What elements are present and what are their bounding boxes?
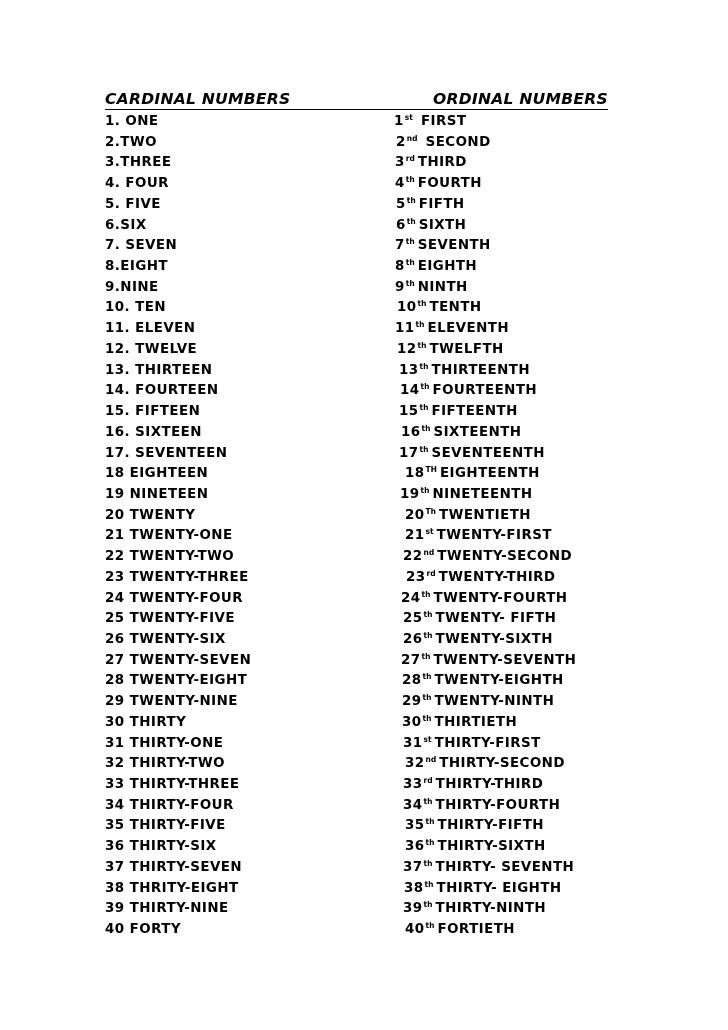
ordinal-word: EIGHTEENTH [439,466,540,482]
ordinal-suffix: nd [425,755,437,765]
number-row [0,112,728,133]
ordinal-word: THIRD [417,155,467,171]
number-row [0,236,728,257]
ordinal-word: TWENTY-EIGHTH [434,673,564,689]
ordinal-number [401,589,567,611]
ordinal-suffix: th [423,858,433,868]
ordinal-number [396,195,465,217]
ordinal-numeral: 33 [403,777,423,792]
ordinal-number [405,816,544,838]
ordinal-number [399,402,518,424]
cardinal-number: 1. ONE [105,114,159,129]
ordinal-number [405,837,546,859]
ordinal-number [402,671,564,693]
cardinal-number: 10. TEN [105,300,167,316]
ordinal-word: SIXTH [418,217,467,233]
number-row [0,153,728,174]
ordinal-number [403,734,541,756]
ordinal-word: FORTIETH [437,922,515,938]
cardinal-number: 17. SEVENTEEN [105,445,228,461]
cardinal-number: 29 TWENTY-NINE [105,694,238,710]
number-row [0,216,728,237]
cardinal-number: 4. FOUR [105,176,169,192]
number-row [0,734,728,755]
number-row [0,651,728,672]
ordinal-number [397,298,482,320]
ordinal-number [402,692,554,714]
cardinal-number: 25 TWENTY-FIVE [105,611,235,627]
number-row [0,879,728,900]
cardinal-number: 26 TWENTY-SIX [105,631,226,647]
ordinal-suffix: th [423,610,433,620]
number-row [0,133,728,154]
ordinal-numeral: 20 [405,507,425,523]
cardinal-number: 22 TWENTY-TWO [105,549,235,565]
ordinal-number [405,464,540,486]
ordinal-suffix: st [423,734,432,744]
number-row [0,547,728,568]
ordinal-word: FOURTEENTH [432,383,538,399]
cardinal-number: 19 NINETEEN [105,486,209,502]
ordinal-suffix: th [421,423,431,433]
ordinal-suffix: th [406,195,416,205]
ordinal-suffix: th [419,403,429,413]
ordinal-numeral: 21 [405,528,425,544]
ordinal-numeral: 5 [396,196,406,212]
ordinal-suffix: th [424,879,434,889]
ordinal-numeral: 28 [402,673,422,689]
ordinal-suffix: th [425,921,435,931]
cardinal-number: 3.THREE [105,155,172,171]
ordinal-suffix: st [404,113,413,122]
cardinal-number: 28 TWENTY-EIGHT [105,673,248,689]
ordinal-number [400,485,533,507]
ordinal-numeral: 8 [395,259,405,275]
ordinal-suffix: th [415,320,425,330]
ordinal-word: THIRTY-THIRD [435,777,544,792]
ordinal-number [399,361,530,383]
ordinal-number [395,174,482,196]
ordinal-word: THIRTY-FIFTH [437,818,544,834]
ordinal-number [403,899,546,921]
ordinal-word: THIRTY-SIXTH [437,839,546,855]
ordinal-suffix: th [425,817,435,827]
cardinal-number: 23 TWENTY-THREE [105,569,249,585]
ordinal-suffix: th [421,589,431,599]
ordinal-number [405,754,565,776]
ordinal-word: EIGHTH [417,259,478,275]
cardinal-number: 35 THIRTY-FIVE [105,818,226,834]
number-row [0,464,728,485]
number-row [0,257,728,278]
cardinal-number: 27 TWENTY-SEVEN [105,652,252,668]
cardinal-number: 21 TWENTY-ONE [105,528,233,544]
cardinal-number: 31 THIRTY-ONE [105,735,224,751]
ordinal-word: TENTH [429,300,482,316]
number-row [0,568,728,589]
ordinal-number [396,216,466,238]
cardinal-number: 7. SEVEN [105,238,178,254]
ordinal-suffix: nd [423,548,435,558]
ordinal-suffix: th [422,693,432,703]
ordinal-suffix: th [405,258,415,268]
ordinal-number [405,920,515,942]
ordinal-word: TWENTY-SIXTH [435,631,553,647]
ordinal-number [402,713,517,735]
ordinal-word: TWENTY-SECOND [437,549,573,565]
ordinal-numeral: 37 [403,859,423,875]
ordinal-number [399,444,545,466]
ordinal-word: SIXTEENTH [433,424,522,440]
ordinal-numeral: 25 [403,611,423,627]
ordinal-word: THIRTY-FOURTH [435,797,561,813]
ordinal-number [405,506,531,528]
ordinal-numeral: 35 [405,818,425,834]
ordinal-suffix: rd [426,568,436,578]
ordinal-word: TWENTIETH [439,507,531,523]
ordinal-word: ELEVENTH [427,321,509,337]
ordinal-word: TWELFTH [429,341,504,357]
ordinal-suffix: th [423,630,433,640]
ordinal-numeral: 30 [402,714,422,730]
ordinal-numeral: 14 [400,383,420,399]
table-header [105,89,608,110]
number-row [0,837,728,858]
cardinal-number: 16. SIXTEEN [105,424,202,440]
ordinal-word: TWENTY-THIRD [438,569,556,585]
ordinal-number [401,651,576,673]
cardinal-number: 5. FIVE [105,196,161,212]
number-row [0,402,728,423]
ordinal-number [403,609,556,631]
ordinal-number [395,319,509,341]
cardinal-number: 20 TWENTY [105,507,196,523]
cardinal-number: 6.SIX [105,217,147,233]
cardinal-number: 30 THIRTY [105,714,187,730]
ordinal-suffix: rd [423,776,433,785]
ordinal-numeral: 3 [395,155,405,171]
cardinal-number: 37 THIRTY-SEVEN [105,859,243,875]
ordinal-number [405,526,552,548]
ordinal-suffix: TH [425,465,437,475]
ordinal-number [401,423,521,445]
number-row [0,195,728,216]
cardinal-number: 32 THIRTY-TWO [105,756,225,772]
ordinal-suffix: th [405,237,415,247]
ordinal-numeral: 2 [396,134,406,150]
ordinal-numeral: 4 [395,176,405,192]
ordinal-suffix: th [420,382,430,392]
ordinal-suffix: th [405,278,415,288]
ordinal-suffix: rd [405,154,415,164]
cardinal-numbers-heading: CARDINAL NUMBERS [105,90,291,108]
ordinal-numeral: 11 [395,321,415,337]
number-row [0,319,728,340]
cardinal-number: 38 THRITY-EIGHT [105,880,239,896]
ordinal-number [400,381,537,403]
ordinal-numeral: 38 [404,880,424,896]
number-row [0,609,728,630]
ordinal-number [406,568,555,590]
ordinal-number [404,879,562,901]
ordinal-suffix: th [422,713,432,723]
ordinal-suffix: th [423,796,433,806]
ordinal-numeral: 34 [403,797,423,813]
ordinal-suffix: th [423,900,433,910]
cardinal-number: 15. FIFTEEN [105,404,201,420]
ordinal-word: THIRTY- SEVENTH [435,859,575,875]
ordinal-numeral: 16 [401,424,421,440]
ordinal-numeral: 6 [396,217,406,233]
cardinal-number: 12. TWELVE [105,341,198,357]
ordinal-suffix: st [425,527,434,537]
ordinal-numeral: 1 [394,114,404,129]
ordinal-number [395,278,468,300]
number-row [0,526,728,547]
number-row [0,713,728,734]
ordinal-numeral: 13 [399,362,419,378]
number-row [0,298,728,319]
number-row [0,278,728,299]
ordinal-suffix: th [425,838,435,848]
cardinal-number: 33 THIRTY-THREE [105,777,240,792]
ordinal-word: THIRTIETH [434,714,518,730]
ordinal-numeral: 12 [397,341,417,357]
number-row [0,920,728,941]
ordinal-word: SECOND [420,134,491,150]
number-row [0,816,728,837]
ordinal-numeral: 24 [401,590,421,606]
ordinal-numeral: 40 [405,922,425,938]
ordinal-word: THIRTEENTH [431,362,530,378]
ordinal-numeral: 29 [402,694,422,710]
ordinal-numeral: 18 [405,466,425,482]
number-list [0,112,728,941]
ordinal-word: NINTH [417,279,468,295]
number-row [0,754,728,775]
ordinal-suffix: th [422,672,432,682]
ordinal-suffix: Th [425,506,437,516]
cardinal-number: 18 EIGHTEEN [105,466,209,482]
ordinal-word: SEVENTEENTH [431,445,545,461]
number-row [0,361,728,382]
ordinal-word: NINETEENTH [432,486,533,502]
ordinal-numeral: 17 [399,445,419,461]
ordinal-word: SEVENTH [417,238,491,254]
number-row [0,671,728,692]
ordinal-number [396,133,491,155]
ordinal-word: THIRTY-NINTH [435,901,547,917]
number-row [0,506,728,527]
ordinal-number [403,775,543,797]
ordinal-word: THIRTY-SECOND [439,756,565,772]
ordinal-numeral: 22 [403,549,423,565]
number-row [0,340,728,361]
cardinal-number: 8.EIGHT [105,259,169,275]
cardinal-number: 2.TWO [105,134,157,150]
ordinal-numeral: 36 [405,839,425,855]
number-row [0,444,728,465]
ordinal-numeral: 39 [403,901,423,917]
ordinal-word: TWENTY- FIFTH [435,611,557,627]
ordinal-number [395,153,467,175]
ordinal-numeral: 15 [399,404,419,420]
ordinal-number [403,547,572,569]
ordinal-word: TWENTY-SEVENTH [433,652,577,668]
ordinal-numeral: 7 [395,238,405,254]
ordinal-number [403,796,560,818]
number-row [0,423,728,444]
ordinal-suffix: th [419,444,429,454]
ordinal-suffix: th [406,216,416,226]
number-row [0,899,728,920]
cardinal-number: 14. FOURTEEN [105,383,219,399]
ordinal-suffix: th [421,651,431,661]
ordinal-numeral: 27 [401,652,421,668]
ordinal-numbers-heading: ORDINAL NUMBERS [433,90,608,108]
ordinal-suffix: th [405,175,415,185]
ordinal-word: FIFTEENTH [431,404,518,420]
ordinal-numeral: 23 [406,569,426,585]
ordinal-number [403,630,553,652]
number-row [0,775,728,796]
ordinal-numeral: 10 [397,300,417,316]
cardinal-number: 39 THIRTY-NINE [105,901,229,917]
number-row [0,858,728,879]
ordinal-word: TWENTY-FIRST [436,528,552,544]
ordinal-numeral: 19 [400,486,420,502]
ordinal-suffix: th [420,485,430,495]
number-row [0,589,728,610]
ordinal-numeral: 26 [403,631,423,647]
number-row [0,630,728,651]
ordinal-word: FIFTH [418,196,465,212]
cardinal-number: 13. THIRTEEN [105,362,213,378]
ordinal-word: TWENTY-FOURTH [433,590,568,606]
ordinal-suffix: th [419,361,429,371]
ordinal-suffix: th [417,340,427,350]
ordinal-word: FOURTH [417,176,482,192]
ordinal-number [394,112,466,134]
ordinal-number [395,257,477,279]
cardinal-number: 11. ELEVEN [105,321,196,337]
ordinal-word: TWENTY-NINTH [434,694,555,710]
number-row [0,174,728,195]
cardinal-number: 40 FORTY [105,922,181,938]
ordinal-suffix: nd [406,133,418,143]
ordinal-number [397,340,504,362]
number-row [0,796,728,817]
ordinal-numeral: 32 [405,756,425,772]
number-row [0,381,728,402]
ordinal-number [403,858,574,880]
ordinal-word: THIRTY- EIGHTH [436,880,562,896]
ordinal-word: THIRTY-FIRST [434,735,541,751]
ordinal-word: FIRST [415,114,467,129]
cardinal-number: 36 THIRTY-SIX [105,839,217,855]
cardinal-number: 24 TWENTY-FOUR [105,590,243,606]
ordinal-number [395,236,491,258]
ordinal-numeral: 9 [395,279,405,295]
ordinal-numeral: 31 [403,735,423,751]
number-row [0,485,728,506]
number-row [0,692,728,713]
cardinal-number: 9.NINE [105,279,159,295]
cardinal-number: 34 THIRTY-FOUR [105,797,234,813]
ordinal-suffix: th [417,299,427,309]
